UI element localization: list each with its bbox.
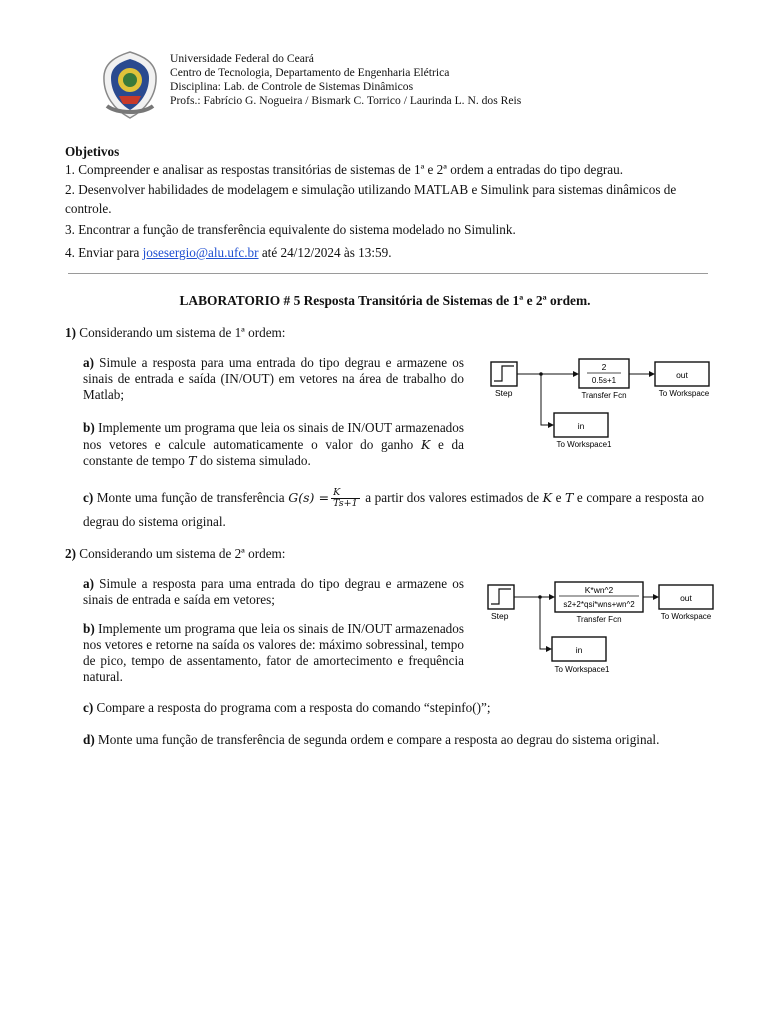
q1a [83,355,464,403]
q1c-k-symbol: K [542,490,553,505]
transfer-fcn-block [579,359,629,388]
simulink-diagram-second-order [485,579,725,677]
q2b-text: Implemente um programa que leia os sinais de IN/OUT armazenados nos vetores e retorne na saída os valores de: máximo sobressinal, tempo de pico, tempo de assentamento, fator de amortecimento e frequência natural. [83,621,464,684]
step-label: Step [495,388,513,398]
q2-heading [65,545,710,564]
in-variable: in [575,645,583,655]
institution-header [170,52,521,108]
q1c-t-symbol: T [565,490,574,505]
q1-number: 1) [65,325,76,340]
q2c-text: Compare a resposta do programa com a resposta do comando “stepinfo()”; [93,700,491,715]
q2d-text: Monte uma função de transferência de segunda ordem e compare a resposta ao degrau do sistema original. [94,732,660,747]
tf-denominator: s2+2*qsi*wns+wn^2 [563,600,635,609]
to-workspace-label: To Workspace [658,389,710,398]
q2-number: 2) [65,546,76,561]
tf-label: Transfer Fcn [576,615,622,624]
q1a-label: a) [83,355,94,370]
q2a-label: a) [83,576,94,591]
q1c-text-1: Monte uma função de transferência [93,490,289,505]
q1b-text-3: do sistema simulado. [196,453,311,468]
q1c-transfer-function: G(s) = [288,490,330,505]
q1c-label: c) [83,490,94,505]
tf-numerator: 2 [601,362,607,372]
lab-title: LABORATORIO # 5 Resposta Transitória de Sistemas de 1ª e 2ª ordem. [179,293,591,308]
q2d [83,731,708,750]
in-variable: in [577,421,585,431]
q1-heading [65,324,710,343]
q2b [83,621,464,685]
objectives-heading: Objetivos [65,144,120,159]
tf-numerator: K*wn^2 [584,585,614,595]
q2d-label: d) [83,732,95,747]
email-link[interactable]: josesergio@alu.ufc.br [142,245,259,260]
objective-3: 3. Encontrar a função de transferência equivalente do sistema modelado no Simulink. [65,222,516,237]
out-variable: out [680,593,692,603]
to-workspace1-label: To Workspace1 [556,440,612,449]
objective-4 [65,244,710,263]
header-professors: Profs.: Fabrício G. Nogueira / Bismark C. Torrico / Laurinda L. N. dos Reis [170,94,522,107]
q2-text: Considerando um sistema de 2ª ordem: [76,546,286,561]
q1b-text-1: Implemente um programa que leia os sinais de IN/OUT armazenados nos vetores e calcule automaticamente o valor do ganho [83,420,464,452]
q1c-and: e [552,490,566,505]
q2a [83,576,464,608]
step-block [488,585,514,609]
q2c [83,699,704,718]
header-discipline: Disciplina: Lab. de Controle de Sistemas Dinâmicos [170,80,414,93]
q1-text: Considerando um sistema de 1ª ordem: [76,325,286,340]
q1b-k-symbol: K [420,436,431,452]
to-workspace1-label: To Workspace1 [554,665,610,674]
tf-denominator: 0.5s+1 [591,376,617,385]
tf-label: Transfer Fcn [581,391,627,400]
to-workspace-label: To Workspace [660,612,712,621]
q2c-label: c) [83,700,94,715]
q1c-fraction-numerator: K [331,488,360,499]
header-center: Centro de Tecnologia, Departamento de Engenharia Elétrica [170,66,450,79]
simulink-diagram-first-order [488,355,720,452]
objective-4-prefix: 4. Enviar para [65,245,143,260]
q2b-label: b) [83,621,95,636]
wire-branch-to-in [541,374,553,425]
header-university: Universidade Federal do Ceará [170,52,314,65]
q1c-text-3: e compare a resposta ao degrau do sistema original. [83,490,704,529]
q1a-text: Simule a resposta para uma entrada do tipo degrau e armazene os sinais de entrada e saída (IN/OUT) em vetores na área de trabalho do Matlab; [83,355,464,402]
wire-branch-to-in [540,597,551,649]
university-crest-logo [99,50,161,120]
q1c-text-2: a partir dos valores estimados de [361,490,543,505]
section-divider [68,273,708,274]
step-block [491,362,517,386]
q1c [83,486,704,534]
objective-4-suffix: até 24/12/2024 às 13:59. [258,245,392,260]
objective-2: 2. Desenvolver habilidades de modelagem e simulação utilizando MATLAB e Simulink para sistemas dinâmicos de controle. [65,182,677,216]
q1c-fraction [331,488,360,509]
out-variable: out [676,370,688,380]
q1b [83,420,464,470]
q1b-label: b) [83,420,95,435]
step-label: Step [491,611,509,621]
q1c-fraction-denominator: Ts+1 [333,498,358,510]
q1b-t-symbol: T [188,453,197,468]
objective-1: 1. Compreender e analisar as respostas transitórias de sistemas de 1ª e 2ª ordem a entradas do tipo degrau. [65,162,624,177]
q2a-text: Simule a resposta para uma entrada do tipo degrau e armazene os sinais de entrada e saída em vetores; [83,576,464,607]
transfer-fcn-block [555,582,643,612]
q1b-text-2: e da constante de tempo [83,436,464,468]
